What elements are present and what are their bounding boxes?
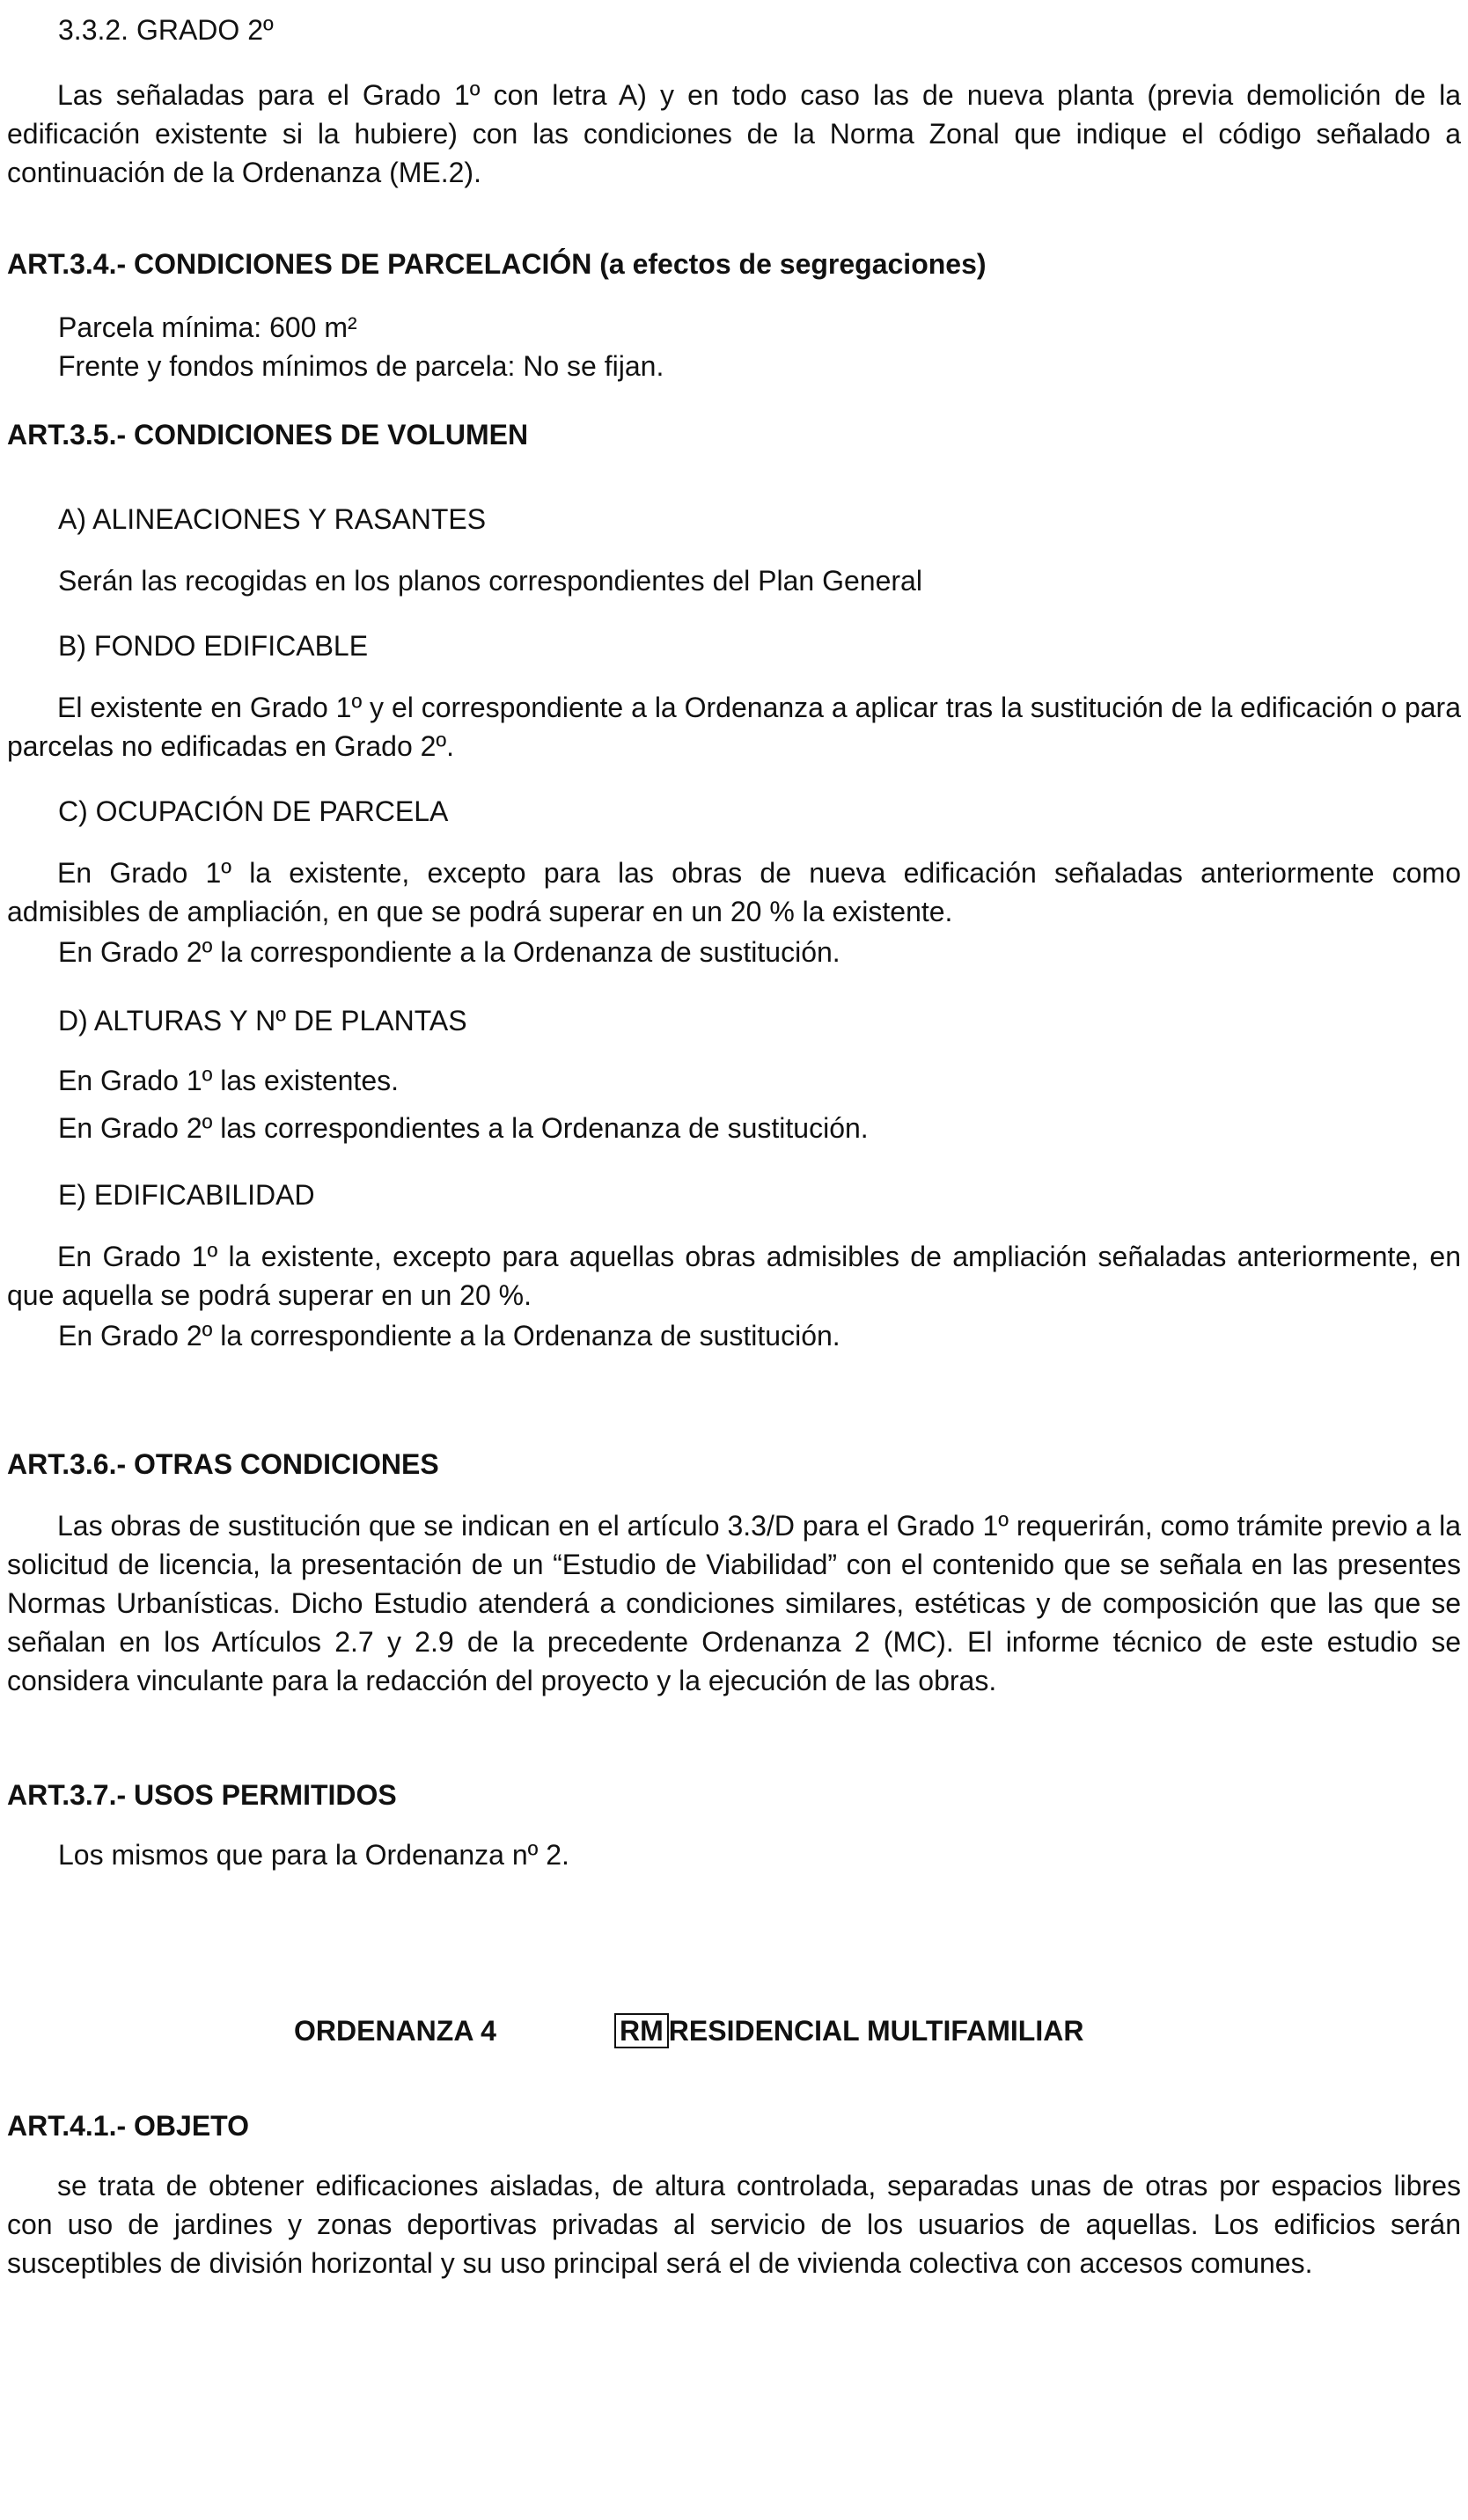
text-a: Serán las recogidas en los planos correspondientes del Plan General <box>58 565 922 597</box>
parcela-minima-text: Parcela mínima: 600 m² <box>58 311 357 343</box>
frente-fondos-text: Frente y fondos mínimos de parcela: No se fijan. <box>58 350 664 382</box>
subheading-b: B) FONDO EDIFICABLE <box>58 630 369 662</box>
subheading-e: E) EDIFICABILIDAD <box>58 1179 315 1211</box>
text-d-2: En Grado 2º las correspondientes a la Ordenanza de sustitución. <box>58 1112 869 1144</box>
subheading-a: A) ALINEACIONES Y RASANTES <box>58 503 487 535</box>
text-e-1: En Grado 1º la existente, excepto para aquellas obras admisibles de ampliación señaladas anteriormente, en que aquella se podrá superar en un 20 %. <box>7 1241 1461 1311</box>
paragraph-3-6: Las obras de sustitución que se indican en el artículo 3.3/D para el Grado 1º requerirán, como trámite previo a la solicitud de licencia, la presentación de un “Estudio de Viabilidad” con el contenido que se señala en las presentes Normas Urbanísticas. Dicho Estudio atenderá a condiciones similares, estéticas y de composición que las que se señalan en los Artículos 2.7 y 2.9 de la precedente Ordenanza 2 (MC). El informe técnico de este estudio se considera vinculante para la redacción del proyecto y la ejecución de las obras. <box>7 1510 1461 1696</box>
article-heading-3-4: ART.3.4.- CONDICIONES DE PARCELACIÓN (a efectos de segregaciones) <box>7 248 987 280</box>
paragraph-4-1: se trata de obtener edificaciones aisladas, de altura controlada, separadas unas de otras por espacios libres con uso de jardines y zonas deportivas privadas al servicio de los usuarios de aquellas. Los edificios serán susceptibles de división horizontal y su uso principal será el de vivienda colectiva con accesos comunes. <box>7 2170 1461 2279</box>
paragraph-3-3-2: Las señaladas para el Grado 1º con letra A) y en todo caso las de nueva planta (previa demolición de la edificación existente si la hubiere) con las condiciones de la Norma Zonal que indique el código señalado a continuación de la Ordenanza (ME.2). <box>7 79 1461 188</box>
text-c-1: En Grado 1º la existente, excepto para las obras de nueva edificación señaladas anteriormente como admisibles de ampliación, en que se podrá superar en un 20 % la existente. <box>7 857 1461 927</box>
text-b: El existente en Grado 1º y el correspondiente a la Ordenanza a aplicar tras la sustitución de la edificación o para parcelas no edificadas en Grado 2º. <box>7 692 1461 762</box>
article-heading-3-7: ART.3.7.- USOS PERMITIDOS <box>7 1779 397 1811</box>
article-heading-3-5: ART.3.5.- CONDICIONES DE VOLUMEN <box>7 419 529 451</box>
subheading-d: D) ALTURAS Y Nº DE PLANTAS <box>58 1005 467 1037</box>
text-e-2: En Grado 2º la correspondiente a la Ordenanza de sustitución. <box>58 1320 840 1352</box>
ordinance-name: RESIDENCIAL MULTIFAMILIAR <box>668 2015 1084 2047</box>
text-3-7: Los mismos que para la Ordenanza nº 2. <box>58 1839 569 1871</box>
subheading-c: C) OCUPACIÓN DE PARCELA <box>58 795 449 827</box>
ordinance-title <box>614 2011 1083 2050</box>
ordinance-code-box: RM <box>614 2013 669 2048</box>
ordinance-label: ORDENANZA 4 <box>294 2015 496 2047</box>
article-heading-3-6: ART.3.6.- OTRAS CONDICIONES <box>7 1448 439 1480</box>
text-c-2: En Grado 2º la correspondiente a la Ordenanza de sustitución. <box>58 936 840 968</box>
text-d-1: En Grado 1º las existentes. <box>58 1065 399 1096</box>
section-heading-3-3-2: 3.3.2. GRADO 2º <box>58 14 274 46</box>
article-heading-4-1: ART.4.1.- OBJETO <box>7 2110 250 2142</box>
